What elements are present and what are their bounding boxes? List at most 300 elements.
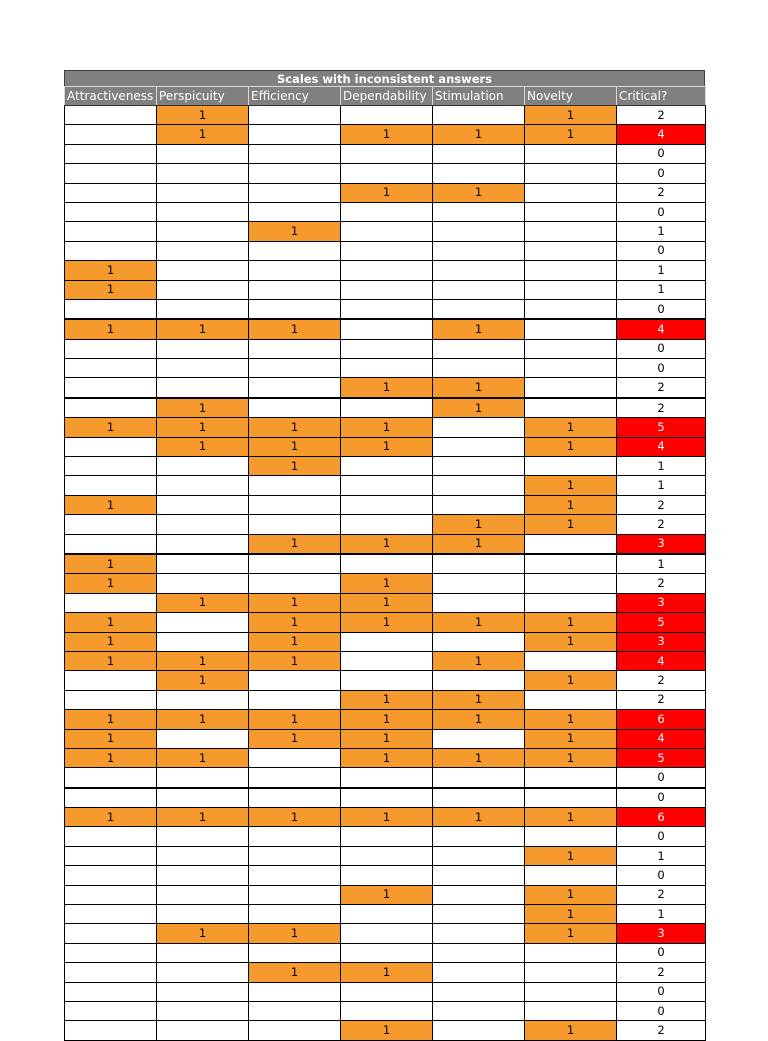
cell-dependability[interactable]	[341, 827, 433, 846]
cell-novelty[interactable]: 1	[525, 671, 617, 690]
cell-perspicuity[interactable]	[157, 359, 249, 378]
cell-perspicuity[interactable]: 1	[157, 125, 249, 144]
cell-critical[interactable]: 3	[617, 593, 706, 612]
cell-critical[interactable]: 0	[617, 164, 706, 183]
cell-critical[interactable]: 0	[617, 943, 706, 962]
cell-novelty[interactable]	[525, 1001, 617, 1020]
cell-efficiency[interactable]	[249, 768, 341, 788]
cell-novelty[interactable]	[525, 398, 617, 418]
cell-efficiency[interactable]	[249, 1001, 341, 1020]
cell-efficiency[interactable]: 1	[249, 632, 341, 651]
cell-efficiency[interactable]	[249, 574, 341, 593]
cell-critical[interactable]: 4	[617, 729, 706, 748]
cell-stimulation[interactable]	[433, 457, 525, 476]
cell-novelty[interactable]: 1	[525, 808, 617, 827]
cell-critical[interactable]: 0	[617, 339, 706, 358]
cell-critical[interactable]: 1	[617, 457, 706, 476]
cell-efficiency[interactable]	[249, 982, 341, 1001]
cell-novelty[interactable]: 1	[525, 846, 617, 865]
cell-critical[interactable]: 0	[617, 827, 706, 846]
cell-attractiveness[interactable]: 1	[65, 554, 157, 574]
cell-dependability[interactable]	[341, 515, 433, 534]
cell-critical[interactable]: 4	[617, 125, 706, 144]
cell-stimulation[interactable]: 1	[433, 378, 525, 398]
cell-efficiency[interactable]	[249, 280, 341, 299]
cell-efficiency[interactable]: 1	[249, 924, 341, 943]
cell-novelty[interactable]: 1	[525, 885, 617, 904]
cell-stimulation[interactable]	[433, 495, 525, 514]
cell-novelty[interactable]: 1	[525, 418, 617, 437]
cell-perspicuity[interactable]	[157, 729, 249, 748]
cell-novelty[interactable]: 1	[525, 729, 617, 748]
cell-critical[interactable]: 5	[617, 613, 706, 632]
cell-dependability[interactable]	[341, 398, 433, 418]
cell-stimulation[interactable]	[433, 788, 525, 808]
cell-attractiveness[interactable]: 1	[65, 710, 157, 729]
cell-critical[interactable]: 4	[617, 319, 706, 339]
cell-attractiveness[interactable]: 1	[65, 261, 157, 280]
cell-critical[interactable]: 2	[617, 671, 706, 690]
cell-stimulation[interactable]: 1	[433, 534, 525, 554]
cell-dependability[interactable]	[341, 106, 433, 125]
cell-novelty[interactable]	[525, 222, 617, 241]
cell-attractiveness[interactable]	[65, 943, 157, 962]
cell-attractiveness[interactable]	[65, 690, 157, 709]
cell-efficiency[interactable]: 1	[249, 729, 341, 748]
cell-dependability[interactable]	[341, 144, 433, 163]
cell-perspicuity[interactable]	[157, 866, 249, 885]
cell-stimulation[interactable]	[433, 827, 525, 846]
cell-stimulation[interactable]: 1	[433, 710, 525, 729]
cell-novelty[interactable]	[525, 866, 617, 885]
cell-perspicuity[interactable]	[157, 164, 249, 183]
cell-perspicuity[interactable]: 1	[157, 924, 249, 943]
cell-novelty[interactable]	[525, 788, 617, 808]
cell-novelty[interactable]: 1	[525, 476, 617, 495]
cell-critical[interactable]: 5	[617, 418, 706, 437]
cell-stimulation[interactable]	[433, 299, 525, 319]
cell-dependability[interactable]	[341, 261, 433, 280]
cell-efficiency[interactable]	[249, 554, 341, 574]
cell-stimulation[interactable]	[433, 222, 525, 241]
cell-attractiveness[interactable]	[65, 534, 157, 554]
cell-stimulation[interactable]	[433, 729, 525, 748]
cell-novelty[interactable]	[525, 574, 617, 593]
cell-novelty[interactable]	[525, 241, 617, 260]
header-dependability[interactable]: Dependability	[341, 87, 433, 106]
cell-stimulation[interactable]	[433, 280, 525, 299]
cell-novelty[interactable]: 1	[525, 748, 617, 767]
cell-perspicuity[interactable]	[157, 827, 249, 846]
cell-efficiency[interactable]	[249, 125, 341, 144]
cell-dependability[interactable]	[341, 457, 433, 476]
cell-efficiency[interactable]	[249, 299, 341, 319]
cell-critical[interactable]: 1	[617, 554, 706, 574]
cell-perspicuity[interactable]	[157, 183, 249, 202]
cell-stimulation[interactable]	[433, 106, 525, 125]
header-novelty[interactable]: Novelty	[525, 87, 617, 106]
cell-dependability[interactable]	[341, 768, 433, 788]
cell-critical[interactable]: 0	[617, 866, 706, 885]
cell-perspicuity[interactable]	[157, 1001, 249, 1020]
cell-dependability[interactable]	[341, 280, 433, 299]
cell-attractiveness[interactable]	[65, 378, 157, 398]
cell-attractiveness[interactable]	[65, 866, 157, 885]
cell-efficiency[interactable]	[249, 476, 341, 495]
cell-critical[interactable]: 1	[617, 846, 706, 865]
cell-novelty[interactable]: 1	[525, 905, 617, 924]
cell-perspicuity[interactable]: 1	[157, 593, 249, 612]
cell-novelty[interactable]: 1	[525, 1021, 617, 1040]
header-stimulation[interactable]: Stimulation	[433, 87, 525, 106]
cell-novelty[interactable]	[525, 339, 617, 358]
cell-novelty[interactable]	[525, 359, 617, 378]
cell-efficiency[interactable]	[249, 378, 341, 398]
cell-attractiveness[interactable]	[65, 299, 157, 319]
cell-efficiency[interactable]	[249, 164, 341, 183]
cell-dependability[interactable]	[341, 339, 433, 358]
cell-efficiency[interactable]	[249, 748, 341, 767]
cell-novelty[interactable]: 1	[525, 632, 617, 651]
cell-perspicuity[interactable]	[157, 963, 249, 982]
cell-critical[interactable]: 1	[617, 280, 706, 299]
cell-perspicuity[interactable]	[157, 632, 249, 651]
cell-novelty[interactable]: 1	[525, 495, 617, 514]
cell-stimulation[interactable]: 1	[433, 748, 525, 767]
cell-perspicuity[interactable]: 1	[157, 710, 249, 729]
cell-dependability[interactable]: 1	[341, 125, 433, 144]
cell-attractiveness[interactable]	[65, 222, 157, 241]
cell-dependability[interactable]: 1	[341, 418, 433, 437]
cell-efficiency[interactable]	[249, 866, 341, 885]
cell-dependability[interactable]: 1	[341, 593, 433, 612]
cell-stimulation[interactable]	[433, 418, 525, 437]
cell-efficiency[interactable]: 1	[249, 651, 341, 670]
cell-novelty[interactable]	[525, 690, 617, 709]
cell-stimulation[interactable]	[433, 339, 525, 358]
cell-perspicuity[interactable]	[157, 905, 249, 924]
cell-critical[interactable]: 2	[617, 963, 706, 982]
cell-novelty[interactable]: 1	[525, 710, 617, 729]
cell-perspicuity[interactable]	[157, 885, 249, 904]
cell-efficiency[interactable]	[249, 905, 341, 924]
cell-critical[interactable]: 2	[617, 1021, 706, 1040]
cell-stimulation[interactable]	[433, 593, 525, 612]
cell-efficiency[interactable]: 1	[249, 222, 341, 241]
cell-critical[interactable]: 1	[617, 476, 706, 495]
cell-novelty[interactable]: 1	[525, 437, 617, 456]
cell-critical[interactable]: 3	[617, 924, 706, 943]
cell-perspicuity[interactable]	[157, 241, 249, 260]
cell-dependability[interactable]	[341, 651, 433, 670]
cell-efficiency[interactable]	[249, 144, 341, 163]
cell-dependability[interactable]: 1	[341, 963, 433, 982]
cell-stimulation[interactable]	[433, 671, 525, 690]
cell-dependability[interactable]	[341, 846, 433, 865]
cell-attractiveness[interactable]	[65, 339, 157, 358]
cell-stimulation[interactable]	[433, 261, 525, 280]
cell-attractiveness[interactable]	[65, 125, 157, 144]
cell-attractiveness[interactable]	[65, 398, 157, 418]
cell-dependability[interactable]	[341, 476, 433, 495]
cell-stimulation[interactable]	[433, 554, 525, 574]
cell-attractiveness[interactable]: 1	[65, 748, 157, 767]
cell-efficiency[interactable]	[249, 671, 341, 690]
cell-dependability[interactable]	[341, 241, 433, 260]
cell-attractiveness[interactable]	[65, 905, 157, 924]
cell-critical[interactable]: 1	[617, 261, 706, 280]
cell-critical[interactable]: 0	[617, 788, 706, 808]
cell-novelty[interactable]	[525, 963, 617, 982]
cell-dependability[interactable]: 1	[341, 534, 433, 554]
cell-dependability[interactable]: 1	[341, 1021, 433, 1040]
cell-dependability[interactable]: 1	[341, 437, 433, 456]
cell-stimulation[interactable]: 1	[433, 125, 525, 144]
cell-attractiveness[interactable]	[65, 924, 157, 943]
cell-novelty[interactable]	[525, 554, 617, 574]
cell-efficiency[interactable]: 1	[249, 418, 341, 437]
cell-novelty[interactable]: 1	[525, 106, 617, 125]
cell-perspicuity[interactable]	[157, 495, 249, 514]
cell-novelty[interactable]	[525, 280, 617, 299]
cell-perspicuity[interactable]	[157, 476, 249, 495]
cell-novelty[interactable]	[525, 827, 617, 846]
cell-perspicuity[interactable]: 1	[157, 651, 249, 670]
cell-stimulation[interactable]	[433, 885, 525, 904]
cell-attractiveness[interactable]	[65, 144, 157, 163]
cell-efficiency[interactable]: 1	[249, 613, 341, 632]
cell-perspicuity[interactable]	[157, 280, 249, 299]
cell-perspicuity[interactable]	[157, 202, 249, 221]
cell-dependability[interactable]: 1	[341, 808, 433, 827]
cell-dependability[interactable]: 1	[341, 613, 433, 632]
cell-stimulation[interactable]: 1	[433, 319, 525, 339]
cell-stimulation[interactable]: 1	[433, 690, 525, 709]
cell-critical[interactable]: 2	[617, 378, 706, 398]
cell-stimulation[interactable]: 1	[433, 183, 525, 202]
cell-stimulation[interactable]	[433, 476, 525, 495]
cell-attractiveness[interactable]: 1	[65, 729, 157, 748]
cell-efficiency[interactable]	[249, 202, 341, 221]
cell-critical[interactable]: 4	[617, 437, 706, 456]
cell-perspicuity[interactable]	[157, 982, 249, 1001]
cell-novelty[interactable]	[525, 651, 617, 670]
cell-efficiency[interactable]: 1	[249, 319, 341, 339]
cell-critical[interactable]: 0	[617, 982, 706, 1001]
cell-efficiency[interactable]	[249, 495, 341, 514]
cell-stimulation[interactable]	[433, 846, 525, 865]
cell-critical[interactable]: 3	[617, 632, 706, 651]
cell-novelty[interactable]	[525, 319, 617, 339]
cell-efficiency[interactable]	[249, 827, 341, 846]
cell-novelty[interactable]: 1	[525, 125, 617, 144]
cell-dependability[interactable]	[341, 671, 433, 690]
cell-attractiveness[interactable]	[65, 183, 157, 202]
cell-perspicuity[interactable]	[157, 943, 249, 962]
cell-stimulation[interactable]	[433, 241, 525, 260]
cell-efficiency[interactable]: 1	[249, 593, 341, 612]
cell-efficiency[interactable]	[249, 106, 341, 125]
cell-perspicuity[interactable]: 1	[157, 106, 249, 125]
cell-novelty[interactable]	[525, 378, 617, 398]
cell-dependability[interactable]	[341, 319, 433, 339]
cell-efficiency[interactable]	[249, 359, 341, 378]
cell-attractiveness[interactable]: 1	[65, 808, 157, 827]
cell-novelty[interactable]	[525, 943, 617, 962]
cell-perspicuity[interactable]	[157, 378, 249, 398]
cell-perspicuity[interactable]	[157, 690, 249, 709]
cell-dependability[interactable]: 1	[341, 748, 433, 767]
cell-perspicuity[interactable]	[157, 515, 249, 534]
cell-critical[interactable]: 4	[617, 651, 706, 670]
cell-perspicuity[interactable]: 1	[157, 437, 249, 456]
cell-stimulation[interactable]: 1	[433, 808, 525, 827]
cell-novelty[interactable]	[525, 982, 617, 1001]
cell-attractiveness[interactable]	[65, 164, 157, 183]
cell-stimulation[interactable]	[433, 202, 525, 221]
cell-stimulation[interactable]	[433, 943, 525, 962]
cell-dependability[interactable]	[341, 554, 433, 574]
cell-perspicuity[interactable]	[157, 574, 249, 593]
cell-critical[interactable]: 1	[617, 222, 706, 241]
cell-critical[interactable]: 0	[617, 202, 706, 221]
cell-critical[interactable]: 0	[617, 768, 706, 788]
cell-stimulation[interactable]	[433, 963, 525, 982]
cell-attractiveness[interactable]	[65, 359, 157, 378]
cell-efficiency[interactable]	[249, 398, 341, 418]
cell-perspicuity[interactable]	[157, 613, 249, 632]
cell-attractiveness[interactable]	[65, 476, 157, 495]
cell-attractiveness[interactable]: 1	[65, 495, 157, 514]
cell-efficiency[interactable]: 1	[249, 808, 341, 827]
cell-critical[interactable]: 2	[617, 495, 706, 514]
cell-attractiveness[interactable]	[65, 202, 157, 221]
cell-novelty[interactable]	[525, 534, 617, 554]
cell-efficiency[interactable]	[249, 846, 341, 865]
cell-stimulation[interactable]	[433, 574, 525, 593]
header-attractiveness[interactable]: Attractiveness	[65, 87, 157, 106]
cell-attractiveness[interactable]	[65, 106, 157, 125]
cell-efficiency[interactable]	[249, 241, 341, 260]
cell-attractiveness[interactable]: 1	[65, 319, 157, 339]
cell-efficiency[interactable]	[249, 261, 341, 280]
cell-perspicuity[interactable]	[157, 144, 249, 163]
cell-dependability[interactable]	[341, 982, 433, 1001]
cell-stimulation[interactable]	[433, 866, 525, 885]
cell-novelty[interactable]: 1	[525, 613, 617, 632]
cell-perspicuity[interactable]: 1	[157, 398, 249, 418]
cell-attractiveness[interactable]	[65, 788, 157, 808]
cell-critical[interactable]: 0	[617, 299, 706, 319]
cell-dependability[interactable]: 1	[341, 710, 433, 729]
cell-perspicuity[interactable]	[157, 457, 249, 476]
cell-efficiency[interactable]: 1	[249, 457, 341, 476]
cell-dependability[interactable]: 1	[341, 574, 433, 593]
cell-attractiveness[interactable]	[65, 593, 157, 612]
cell-attractiveness[interactable]	[65, 1001, 157, 1020]
cell-perspicuity[interactable]	[157, 846, 249, 865]
cell-dependability[interactable]	[341, 866, 433, 885]
cell-novelty[interactable]	[525, 144, 617, 163]
cell-attractiveness[interactable]: 1	[65, 280, 157, 299]
cell-stimulation[interactable]	[433, 164, 525, 183]
cell-novelty[interactable]	[525, 183, 617, 202]
cell-dependability[interactable]: 1	[341, 729, 433, 748]
cell-critical[interactable]: 2	[617, 398, 706, 418]
cell-attractiveness[interactable]	[65, 437, 157, 456]
cell-dependability[interactable]	[341, 943, 433, 962]
cell-dependability[interactable]: 1	[341, 378, 433, 398]
cell-stimulation[interactable]	[433, 905, 525, 924]
cell-perspicuity[interactable]	[157, 788, 249, 808]
cell-attractiveness[interactable]: 1	[65, 613, 157, 632]
cell-perspicuity[interactable]: 1	[157, 808, 249, 827]
cell-stimulation[interactable]	[433, 144, 525, 163]
cell-dependability[interactable]: 1	[341, 183, 433, 202]
cell-perspicuity[interactable]	[157, 299, 249, 319]
cell-attractiveness[interactable]	[65, 671, 157, 690]
cell-novelty[interactable]	[525, 202, 617, 221]
cell-novelty[interactable]	[525, 593, 617, 612]
cell-efficiency[interactable]	[249, 943, 341, 962]
cell-efficiency[interactable]: 1	[249, 963, 341, 982]
cell-perspicuity[interactable]: 1	[157, 319, 249, 339]
cell-attractiveness[interactable]: 1	[65, 574, 157, 593]
cell-stimulation[interactable]: 1	[433, 515, 525, 534]
cell-critical[interactable]: 6	[617, 808, 706, 827]
cell-dependability[interactable]	[341, 788, 433, 808]
cell-dependability[interactable]	[341, 359, 433, 378]
cell-stimulation[interactable]	[433, 924, 525, 943]
header-efficiency[interactable]: Efficiency	[249, 87, 341, 106]
cell-attractiveness[interactable]	[65, 241, 157, 260]
cell-stimulation[interactable]	[433, 768, 525, 788]
cell-dependability[interactable]	[341, 299, 433, 319]
cell-critical[interactable]: 0	[617, 144, 706, 163]
cell-perspicuity[interactable]	[157, 222, 249, 241]
cell-stimulation[interactable]	[433, 437, 525, 456]
cell-stimulation[interactable]: 1	[433, 651, 525, 670]
cell-stimulation[interactable]	[433, 632, 525, 651]
cell-perspicuity[interactable]: 1	[157, 671, 249, 690]
cell-efficiency[interactable]	[249, 339, 341, 358]
cell-dependability[interactable]	[341, 495, 433, 514]
cell-novelty[interactable]	[525, 261, 617, 280]
cell-dependability[interactable]	[341, 164, 433, 183]
cell-perspicuity[interactable]: 1	[157, 418, 249, 437]
cell-efficiency[interactable]: 1	[249, 437, 341, 456]
cell-attractiveness[interactable]	[65, 768, 157, 788]
cell-critical[interactable]: 5	[617, 748, 706, 767]
cell-perspicuity[interactable]	[157, 534, 249, 554]
cell-dependability[interactable]	[341, 222, 433, 241]
cell-attractiveness[interactable]	[65, 515, 157, 534]
cell-efficiency[interactable]	[249, 690, 341, 709]
cell-critical[interactable]: 2	[617, 106, 706, 125]
cell-efficiency[interactable]	[249, 885, 341, 904]
cell-dependability[interactable]	[341, 924, 433, 943]
cell-stimulation[interactable]: 1	[433, 398, 525, 418]
cell-novelty[interactable]	[525, 299, 617, 319]
cell-critical[interactable]: 2	[617, 690, 706, 709]
cell-dependability[interactable]	[341, 1001, 433, 1020]
cell-efficiency[interactable]: 1	[249, 534, 341, 554]
cell-perspicuity[interactable]: 1	[157, 748, 249, 767]
cell-critical[interactable]: 3	[617, 534, 706, 554]
cell-attractiveness[interactable]: 1	[65, 651, 157, 670]
cell-dependability[interactable]	[341, 202, 433, 221]
cell-attractiveness[interactable]	[65, 457, 157, 476]
